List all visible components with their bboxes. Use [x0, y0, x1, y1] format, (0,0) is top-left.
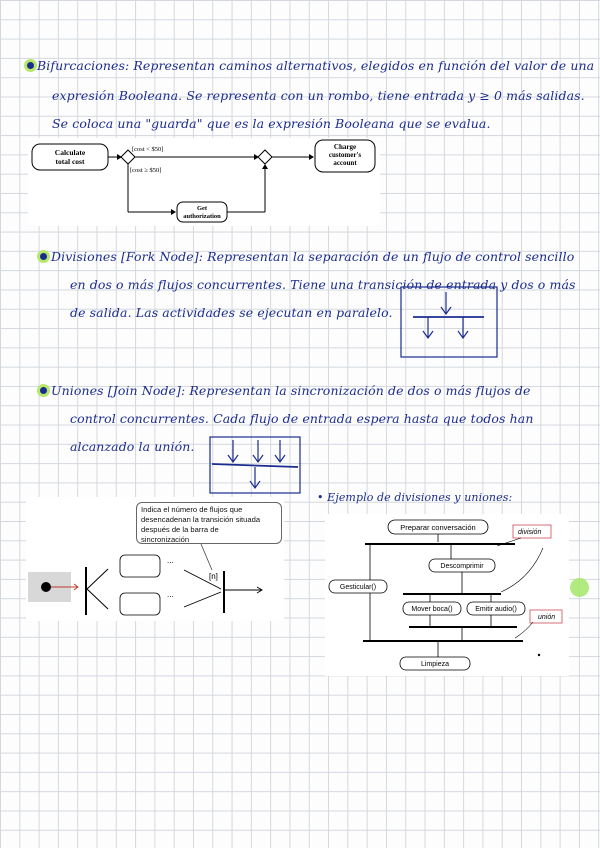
join-node-sketch — [209, 436, 301, 494]
sync-bar-diagram — [26, 497, 284, 621]
divisiones-line-1: Divisiones [Fork Node]: Representan la separación de un flujo de control sencillo — [51, 249, 575, 264]
guard-bottom: [cost ≥ $50] — [130, 167, 162, 174]
callout-line-3: después de la barra de — [141, 525, 219, 534]
decision-diagram — [28, 138, 380, 226]
divisiones-line-2: en dos o más flujos concurrentes. Tiene una transición de entrada y dos o más — [70, 277, 576, 292]
fork-node-sketch — [400, 286, 498, 358]
calculate-label-2: total cost — [55, 157, 85, 166]
callout-line-4: sincronización — [141, 535, 190, 544]
bullet-uniones — [40, 387, 47, 394]
callout-line-1: Indica el número de flujos que — [141, 505, 243, 514]
final-dot — [538, 654, 540, 656]
bifurcaciones-line-3: Se coloca una "guarda" que es la expresión Booleana que se evalua. — [52, 116, 491, 131]
node-mover-boca: Mover boca() — [411, 606, 453, 613]
charge-label-2: customer's — [328, 151, 362, 159]
highlight-marker — [570, 578, 589, 597]
ellipsis-bottom: ... — [167, 590, 174, 599]
initial-node — [41, 582, 51, 592]
node-limpieza: Limpieza — [420, 661, 450, 668]
get-auth-label-1: Get — [196, 205, 208, 212]
bifurcaciones-line-2: expresión Booleana. Se representa con un rombo, tiene entrada y ≥ 0 más salidas. — [52, 88, 585, 103]
bifurcaciones-line-1: Bifurcaciones: Representan caminos alternativos, elegidos en función del valor de una — [37, 58, 595, 73]
ejemplo-title: • Ejemplo de divisiones y uniones: — [317, 491, 513, 504]
get-auth-label-2: authorization — [183, 213, 221, 220]
divisiones-line-3: de salida. Las actividades se ejecutan en paralelo. — [70, 305, 393, 320]
ellipsis-top: ... — [167, 556, 174, 565]
bullet-bifurcaciones — [27, 62, 34, 69]
uniones-line-1: Uniones [Join Node]: Representan la sincronización de dos o más flujos de — [51, 383, 531, 398]
callout-line-2: desencadenan la transición situada — [141, 515, 261, 524]
node-preparar: Preparar conversación — [400, 523, 476, 532]
node-gesticular: Gesticular() — [339, 584, 377, 591]
n-label: [n] — [209, 572, 218, 581]
guard-top: [cost < $50] — [132, 146, 164, 153]
example-activity-diagram — [325, 514, 569, 676]
node-descomprimir: Descomprimir — [440, 563, 484, 570]
charge-label-3: account — [333, 159, 357, 167]
charge-label-1: Charge — [333, 143, 357, 151]
bullet-divisiones — [40, 253, 47, 260]
label-union: unión — [538, 614, 556, 621]
node-emitir-audio: Emitir audio() — [475, 606, 517, 613]
calculate-label-1: Calculate — [54, 148, 86, 157]
label-division: división — [518, 529, 542, 536]
uniones-line-3: alcanzado la unión. — [70, 439, 195, 454]
uniones-line-2: control concurrentes. Cada flujo de entrada espera hasta que todos han — [70, 411, 534, 426]
